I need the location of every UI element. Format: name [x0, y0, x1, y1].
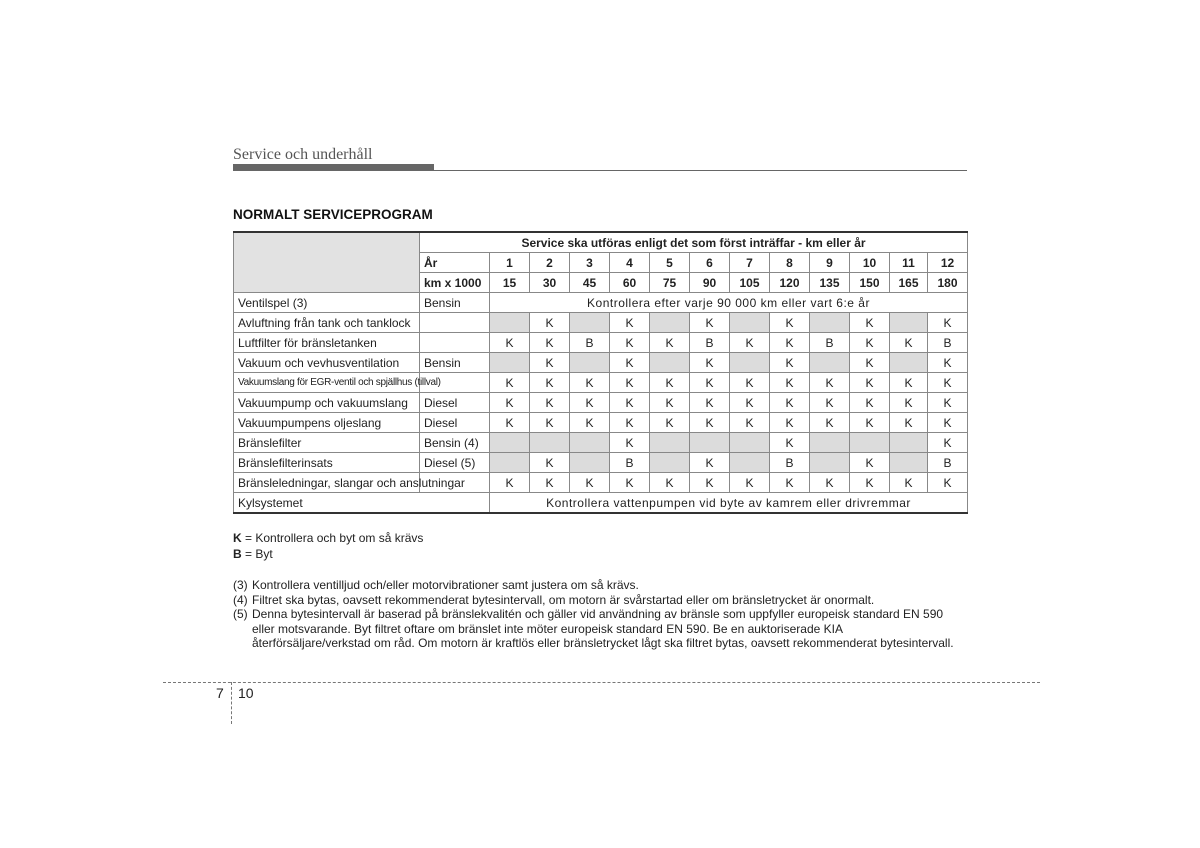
schedule-cell: K — [928, 413, 968, 433]
schedule-cell: K — [770, 393, 810, 413]
schedule-cell: B — [690, 333, 730, 353]
schedule-cell: K — [928, 373, 968, 393]
schedule-cell — [650, 353, 690, 373]
schedule-cell: K — [610, 333, 650, 353]
fuel-type — [420, 333, 490, 353]
fuel-type: Diesel (5) — [420, 453, 490, 473]
schedule-cell: K — [650, 333, 690, 353]
schedule-cell: B — [570, 333, 610, 353]
service-item: Bränslefilterinsats — [234, 453, 420, 473]
schedule-cell: K — [530, 413, 570, 433]
schedule-cell: K — [730, 473, 770, 493]
footnotes — [233, 578, 963, 651]
schedule-cell: K — [490, 393, 530, 413]
schedule-cell — [810, 353, 850, 373]
table-row — [234, 333, 968, 353]
year-cell: 8 — [770, 253, 810, 273]
schedule-cell: K — [530, 453, 570, 473]
fuel-type — [420, 313, 490, 333]
span-header-row — [234, 232, 968, 253]
table-row — [234, 473, 968, 493]
schedule-cell: K — [730, 333, 770, 353]
schedule-cell — [570, 313, 610, 333]
km-cell: 180 — [928, 273, 968, 293]
service-item: Ventilspel (3) — [234, 293, 420, 313]
schedule-cell: B — [928, 333, 968, 353]
header-blank-cell — [234, 232, 420, 293]
schedule-cell: K — [730, 393, 770, 413]
schedule-cell — [890, 353, 928, 373]
schedule-cell: K — [530, 333, 570, 353]
fuel-type: Diesel — [420, 393, 490, 413]
schedule-cell — [490, 313, 530, 333]
schedule-cell: K — [530, 393, 570, 413]
km-cell: 75 — [650, 273, 690, 293]
schedule-cell: K — [928, 313, 968, 333]
schedule-cell: K — [690, 453, 730, 473]
service-item: Avluftning från tank och tanklock — [234, 313, 420, 333]
schedule-cell — [530, 433, 570, 453]
span-instruction: Kontrollera vattenpumpen vid byte av kamrem eller drivremmar — [490, 493, 968, 514]
schedule-cell: K — [928, 433, 968, 453]
year-cell: 7 — [730, 253, 770, 273]
schedule-cell: K — [610, 433, 650, 453]
page-chapter: 7 — [216, 685, 224, 701]
year-cell: 5 — [650, 253, 690, 273]
year-cell: 3 — [570, 253, 610, 273]
year-cell: 11 — [890, 253, 928, 273]
schedule-cell: K — [610, 373, 650, 393]
service-item: Kylsystemet — [234, 493, 490, 514]
schedule-cell: K — [610, 313, 650, 333]
schedule-cell: K — [850, 413, 890, 433]
schedule-cell: K — [770, 413, 810, 433]
schedule-cell: K — [770, 353, 810, 373]
km-cell: 15 — [490, 273, 530, 293]
header-bar — [233, 164, 434, 171]
schedule-cell: B — [610, 453, 650, 473]
service-table — [233, 231, 968, 514]
schedule-cell: K — [890, 373, 928, 393]
schedule-cell: K — [928, 393, 968, 413]
span-instruction: Kontrollera efter varje 90 000 km eller vart 6:e år — [490, 293, 968, 313]
schedule-cell: K — [890, 333, 928, 353]
km-cell: 60 — [610, 273, 650, 293]
schedule-cell — [650, 433, 690, 453]
schedule-cell — [490, 453, 530, 473]
footnote: (4) Filtret ska bytas, oavsett rekommenderat bytesintervall, om motorn är svårstartad eller om bränsletrycket är onormalt. — [233, 592, 875, 607]
schedule-cell — [730, 453, 770, 473]
schedule-cell — [650, 453, 690, 473]
schedule-cell — [730, 353, 770, 373]
schedule-cell: K — [810, 373, 850, 393]
schedule-cell: K — [850, 333, 890, 353]
km-cell: 105 — [730, 273, 770, 293]
schedule-cell: K — [650, 413, 690, 433]
schedule-cell: K — [690, 353, 730, 373]
schedule-cell: K — [610, 473, 650, 493]
table-row — [234, 493, 968, 514]
km-cell: 45 — [570, 273, 610, 293]
schedule-cell: K — [690, 393, 730, 413]
footnote: (5) Denna bytesintervall är baserad på bränslekvalitén och gäller vid användning av bränsle som uppfyller europeisk standard EN 590 eller motsvarande. Byt filtret oftare om bränslet inte möter europeisk standard EN 590. Be en auktoriserade KIA återförsäljare/verkstad om råd. Om motorn är kraftlös eller bränsletrycket lågt ska filtret bytas, oavsett rekommenderat bytesintervall. — [233, 607, 954, 650]
km-cell: 135 — [810, 273, 850, 293]
schedule-cell: K — [810, 413, 850, 433]
schedule-cell: K — [730, 413, 770, 433]
service-item: Vakuum och vevhusventilation — [234, 353, 420, 373]
table-row — [234, 353, 968, 373]
table-row — [234, 393, 968, 413]
service-item: Luftfilter för bränsletanken — [234, 333, 420, 353]
schedule-cell: K — [610, 353, 650, 373]
schedule-cell — [730, 433, 770, 453]
table-row — [234, 293, 968, 313]
schedule-cell — [890, 313, 928, 333]
schedule-cell: K — [490, 473, 530, 493]
schedule-cell: K — [570, 473, 610, 493]
km-cell: 150 — [850, 273, 890, 293]
schedule-cell: K — [810, 473, 850, 493]
section-title: Service och underhåll — [233, 146, 373, 163]
schedule-cell: K — [928, 473, 968, 493]
schedule-cell — [570, 433, 610, 453]
schedule-cell: K — [650, 473, 690, 493]
table-row — [234, 453, 968, 473]
fuel-type: Bensin — [420, 293, 490, 313]
schedule-cell: K — [850, 453, 890, 473]
schedule-cell: K — [490, 333, 530, 353]
footer-rule — [163, 682, 1040, 683]
schedule-cell — [490, 353, 530, 373]
service-item: Bränslefilter — [234, 433, 420, 453]
schedule-cell — [810, 433, 850, 453]
year-cell: 12 — [928, 253, 968, 273]
fuel-type: Bensin (4) — [420, 433, 490, 453]
schedule-cell: K — [770, 433, 810, 453]
schedule-cell: K — [530, 473, 570, 493]
schedule-cell: K — [490, 413, 530, 433]
schedule-cell: K — [690, 373, 730, 393]
schedule-cell — [490, 433, 530, 453]
km-cell: 90 — [690, 273, 730, 293]
table-row — [234, 313, 968, 333]
schedule-cell: K — [610, 413, 650, 433]
year-cell: 9 — [810, 253, 850, 273]
year-cell: 10 — [850, 253, 890, 273]
schedule-cell: K — [570, 393, 610, 413]
schedule-cell: K — [650, 393, 690, 413]
table-title: NORMALT SERVICEPROGRAM — [233, 207, 433, 222]
table-row — [234, 433, 968, 453]
schedule-cell: K — [850, 313, 890, 333]
schedule-cell: B — [810, 333, 850, 353]
schedule-cell: K — [770, 313, 810, 333]
year-label: År — [420, 253, 490, 273]
service-item: Bränsleledningar, slangar och anslutningar — [234, 473, 420, 493]
schedule-cell: K — [690, 313, 730, 333]
schedule-cell: K — [850, 473, 890, 493]
schedule-cell: K — [770, 473, 810, 493]
fuel-type: Bensin — [420, 353, 490, 373]
schedule-cell: K — [650, 373, 690, 393]
legend-b: B = Byt — [233, 547, 273, 561]
year-cell: 2 — [530, 253, 570, 273]
schedule-cell: K — [850, 353, 890, 373]
schedule-cell: K — [890, 413, 928, 433]
schedule-cell: K — [690, 413, 730, 433]
schedule-cell — [650, 313, 690, 333]
schedule-cell — [850, 433, 890, 453]
schedule-cell: K — [490, 373, 530, 393]
fuel-type: Diesel — [420, 413, 490, 433]
schedule-cell: K — [690, 473, 730, 493]
schedule-cell — [570, 453, 610, 473]
schedule-cell: K — [928, 353, 968, 373]
schedule-cell: B — [928, 453, 968, 473]
schedule-cell: B — [770, 453, 810, 473]
service-item: Vakuumslang för EGR-ventil och spjällhus (tillval) — [234, 373, 420, 393]
schedule-cell — [570, 353, 610, 373]
year-cell: 6 — [690, 253, 730, 273]
footnote: (3) Kontrollera ventilljud och/eller motorvibrationer samt justera om så krävs. — [233, 578, 639, 592]
schedule-cell: K — [610, 393, 650, 413]
header-rule — [434, 170, 967, 171]
service-item: Vakuumpumpens oljeslang — [234, 413, 420, 433]
schedule-cell — [890, 453, 928, 473]
schedule-cell: K — [850, 393, 890, 413]
km-label: km x 1000 — [420, 273, 490, 293]
schedule-cell: K — [530, 373, 570, 393]
km-cell: 165 — [890, 273, 928, 293]
span-header: Service ska utföras enligt det som först inträffar - km eller år — [420, 232, 968, 253]
schedule-cell: K — [770, 333, 810, 353]
footer-divider — [231, 682, 232, 724]
schedule-cell: K — [530, 313, 570, 333]
table-row — [234, 373, 968, 393]
schedule-cell: K — [770, 373, 810, 393]
schedule-cell — [690, 433, 730, 453]
schedule-cell — [890, 433, 928, 453]
schedule-cell — [810, 313, 850, 333]
year-cell: 1 — [490, 253, 530, 273]
schedule-cell: K — [850, 373, 890, 393]
table-row — [234, 413, 968, 433]
schedule-cell: K — [890, 473, 928, 493]
schedule-cell: K — [530, 353, 570, 373]
km-cell: 30 — [530, 273, 570, 293]
schedule-cell: K — [890, 393, 928, 413]
schedule-cell: K — [730, 373, 770, 393]
legend-k: K = Kontrollera och byt om så krävs — [233, 531, 424, 545]
page-number: 10 — [238, 685, 254, 701]
legend — [233, 530, 423, 562]
service-item: Vakuumpump och vakuumslang — [234, 393, 420, 413]
year-cell: 4 — [610, 253, 650, 273]
schedule-cell: K — [570, 413, 610, 433]
schedule-cell: K — [570, 373, 610, 393]
schedule-cell — [810, 453, 850, 473]
schedule-cell — [730, 313, 770, 333]
km-cell: 120 — [770, 273, 810, 293]
schedule-cell: K — [810, 393, 850, 413]
